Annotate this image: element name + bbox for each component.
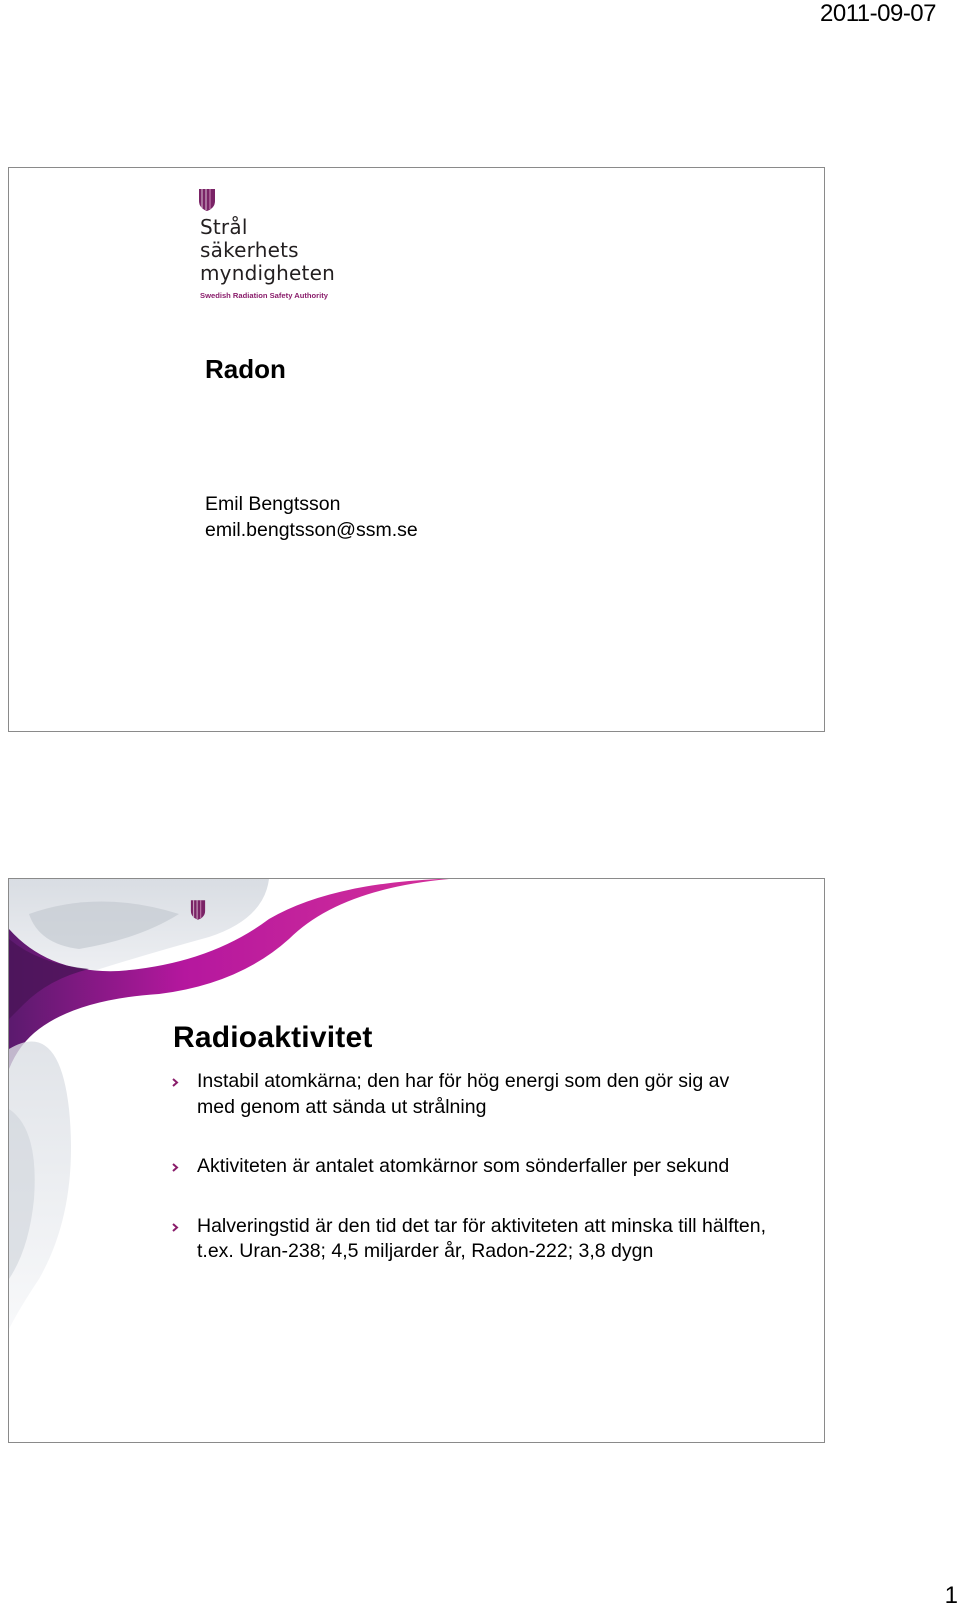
list-item — [171, 1214, 771, 1265]
slide-radioaktivitet — [8, 878, 825, 1443]
slide-title-text: Radon — [205, 354, 286, 384]
print-date: 2011-09-07 — [820, 0, 936, 27]
chevron-right-icon — [171, 1078, 180, 1087]
slide-heading: Radioaktivitet — [173, 1021, 373, 1054]
shield-icon — [190, 899, 206, 921]
list-item — [171, 1154, 771, 1180]
bullet-list — [171, 1069, 771, 1299]
chevron-right-icon — [171, 1163, 180, 1172]
bullet-text: Aktiviteten är antalet atomkärnor som sönderfaller per sekund — [197, 1155, 730, 1177]
shield-icon — [198, 188, 216, 212]
list-item — [171, 1069, 771, 1120]
author-email: emil.bengtsson@ssm.se — [205, 519, 418, 541]
slide-title — [8, 167, 825, 732]
page-number: 1 — [944, 1582, 958, 1609]
bullet-text: Halveringstid är den tid det tar för aktiviteten att minska till hälften, t.ex. Uran-238; 4,5 miljarder år, Radon-222; 3,8 dygn — [197, 1214, 767, 1262]
logo-line: säkerhets — [200, 238, 299, 262]
logo-line: Strål — [200, 215, 248, 239]
logo-tagline: Swedish Radiation Safety Authority — [200, 291, 328, 300]
author-block — [205, 491, 418, 543]
bullet-text: Instabil atomkärna; den har för hög energi som den gör sig av med genom att sända ut strålning — [197, 1070, 730, 1118]
chevron-right-icon — [171, 1223, 180, 1232]
logo-line: myndigheten — [200, 261, 335, 285]
author-name: Emil Bengtsson — [205, 493, 341, 515]
